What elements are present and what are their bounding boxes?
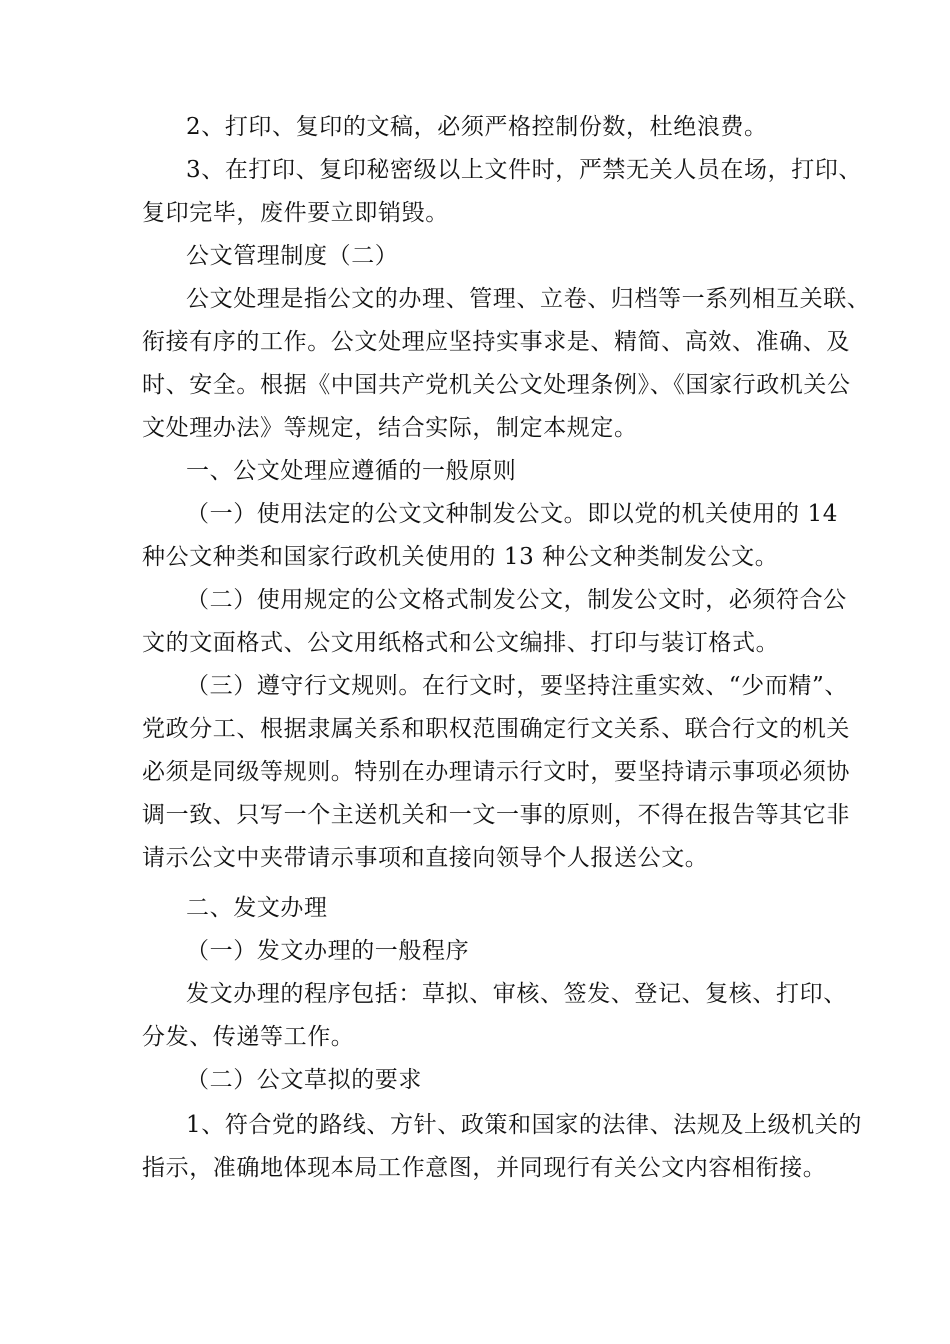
- paragraph-line: 公文处理是指公文的办理、管理、立卷、归档等一系列相互关联、: [186, 286, 871, 312]
- paragraph-line: 3、在打印、复印秘密级以上文件时，严禁无关人员在场，打印、: [186, 157, 863, 183]
- heading-level-1: 二、发文办理: [186, 895, 328, 921]
- paragraph-line: 指示，准确地体现本局工作意图，并同现行有关公文内容相衔接。: [142, 1155, 827, 1181]
- paragraph-line: 文处理办法》等规定，结合实际，制定本规定。: [142, 415, 638, 441]
- paragraph-line: 请示公文中夹带请示事项和直接向领导个人报送公文。: [142, 845, 709, 871]
- paragraph-line: 党政分工、根据隶属关系和职权范围确定行文关系、联合行文的机关: [142, 716, 850, 742]
- paragraph-line: 时、安全。根据《中国共产党机关公文处理条例》、《国家行政机关公: [142, 372, 851, 398]
- paragraph-line: （二）使用规定的公文格式制发公文，制发公文时，必须符合公: [186, 587, 847, 613]
- paragraph-line: （一）使用法定的公文文种制发公文。即以党的机关使用的 14: [186, 501, 838, 527]
- paragraph-line: 分发、传递等工作。: [142, 1024, 355, 1050]
- section-title: 公文管理制度（二）: [186, 243, 399, 269]
- heading-level-2: （一）发文办理的一般程序: [186, 938, 470, 964]
- paragraph-line: 必须是同级等规则。特别在办理请示行文时，要坚持请示事项必须协: [142, 759, 850, 785]
- paragraph-line: 1、符合党的路线、方针、政策和国家的法律、法规及上级机关的: [186, 1112, 863, 1138]
- paragraph-line: 衔接有序的工作。公文处理应坚持实事求是、精简、高效、准确、及: [142, 329, 850, 355]
- paragraph-line: 复印完毕，废件要立即销毁。: [142, 200, 449, 226]
- heading-level-1: 一、公文处理应遵循的一般原则: [186, 458, 517, 484]
- paragraph-line: （三）遵守行文规则。在行文时，要坚持注重实效、“少而精”、: [186, 673, 848, 699]
- heading-level-2: （二）公文草拟的要求: [186, 1067, 422, 1093]
- paragraph-line: 2、打印、复印的文稿，必须严格控制份数，杜绝浪费。: [186, 114, 768, 140]
- paragraph-line: 发文办理的程序包括：草拟、审核、签发、登记、复核、打印、: [186, 981, 847, 1007]
- paragraph-line: 文的文面格式、公文用纸格式和公文编排、打印与装订格式。: [142, 630, 780, 656]
- paragraph-line: 调一致、只写一个主送机关和一文一事的原则，不得在报告等其它非: [142, 802, 850, 828]
- paragraph-line: 种公文种类和国家行政机关使用的 13 种公文种类制发公文。: [142, 544, 779, 570]
